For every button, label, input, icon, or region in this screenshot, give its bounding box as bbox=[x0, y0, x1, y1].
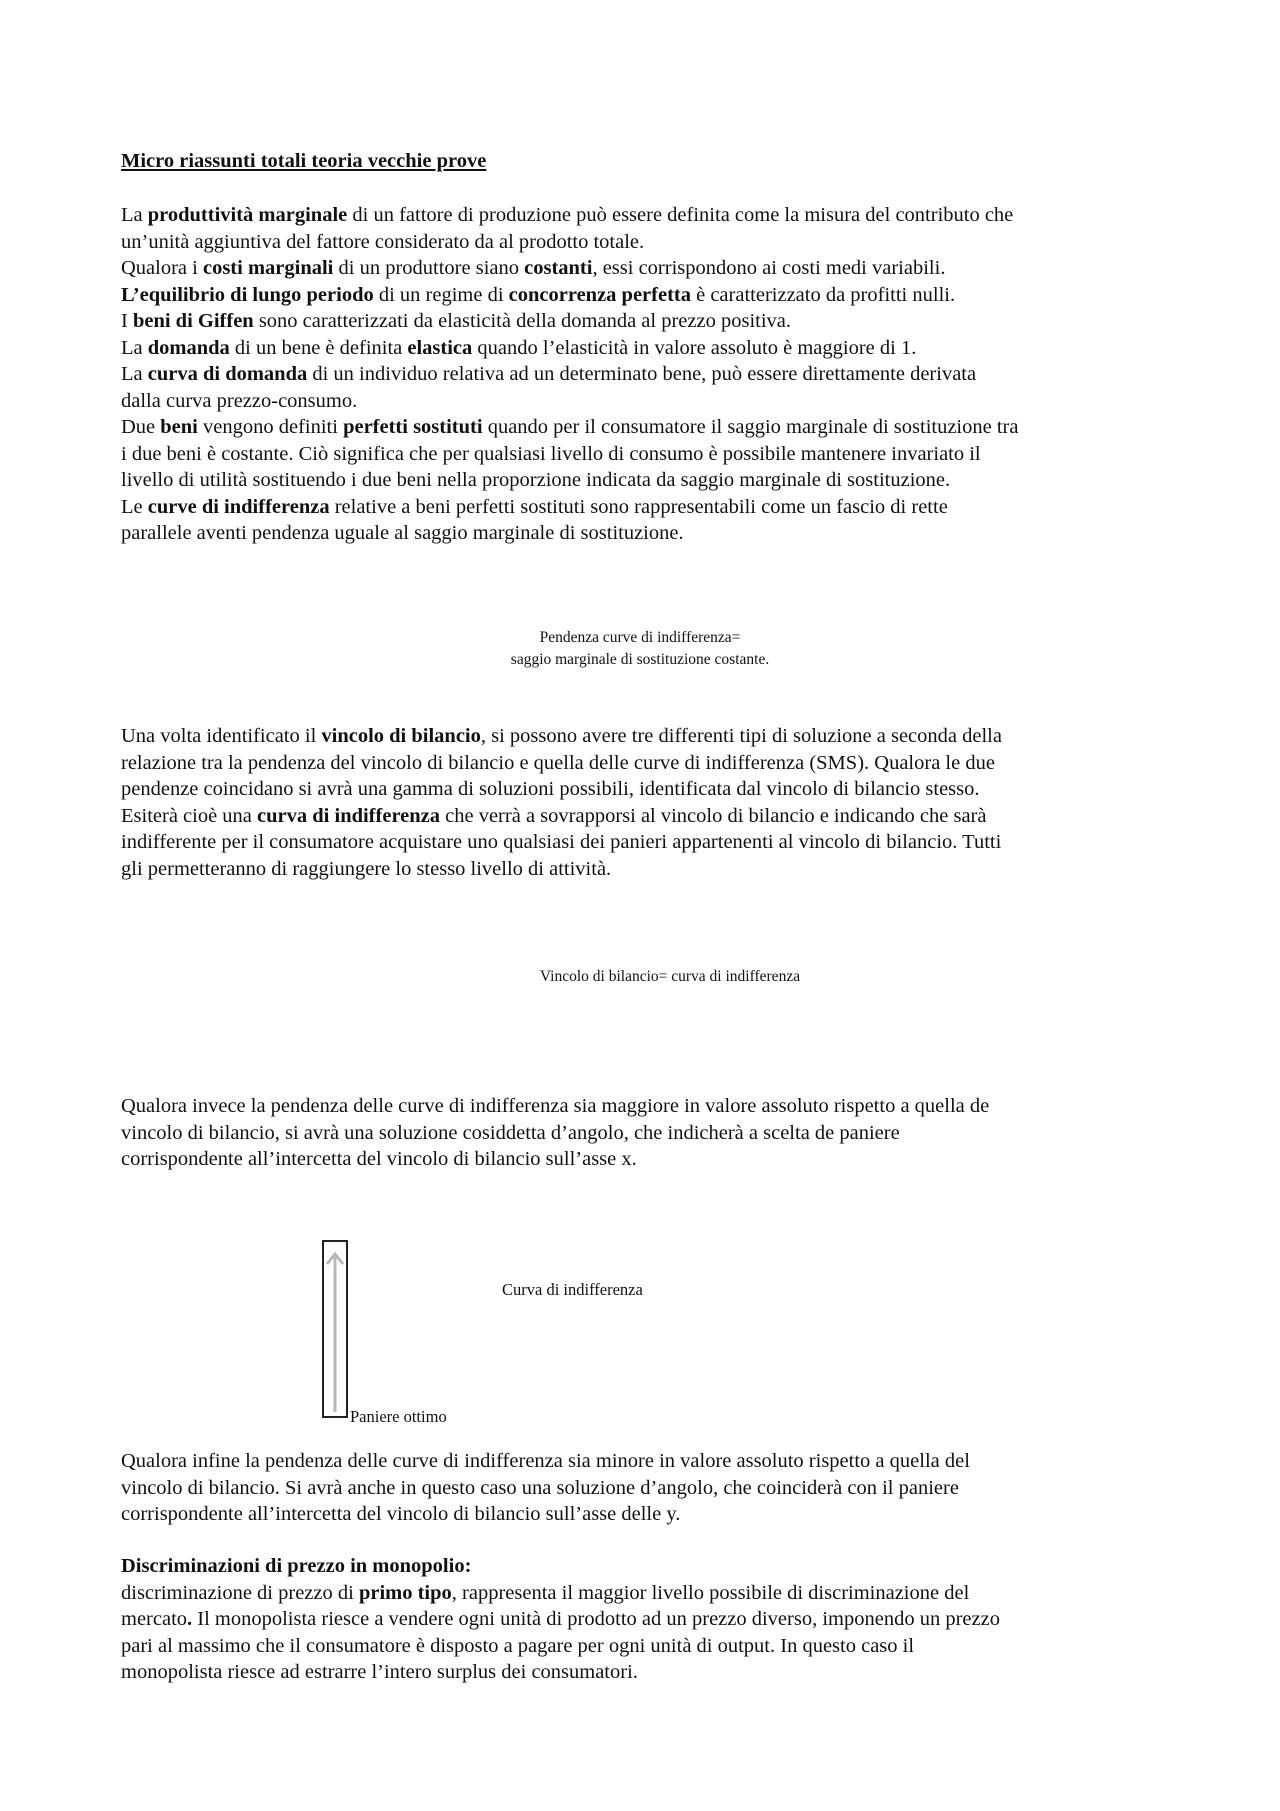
bold-term: L’equilibrio di lungo periodo bbox=[121, 283, 374, 306]
bold-term: elastica bbox=[407, 336, 473, 359]
text-run: Il monopolista riesce a vendere ogni unità di prodotto ad un prezzo diverso, imponendo un prezzo bbox=[192, 1608, 1000, 1630]
text-run: monopolista riesce ad estrarre l’intero surplus dei consumatori. bbox=[121, 1661, 638, 1683]
text-run: dalla curva prezzo-consumo. bbox=[121, 389, 358, 412]
bold-term: primo tipo bbox=[358, 1581, 452, 1604]
text-run: discriminazione di prezzo di bbox=[121, 1581, 359, 1604]
text-line bbox=[121, 1606, 1171, 1633]
text-run: La bbox=[121, 204, 148, 226]
text-run: parallele aventi pendenza uguale al saggio marginale di sostituzione. bbox=[121, 522, 684, 544]
text-run: quando per il consumatore il saggio marginale di sostituzione tra bbox=[482, 416, 1019, 438]
text-line bbox=[121, 255, 1171, 282]
text-line bbox=[121, 1633, 1171, 1660]
text-line bbox=[121, 282, 1171, 309]
text-line bbox=[121, 750, 1171, 777]
bold-term: beni bbox=[160, 416, 198, 438]
text-line bbox=[121, 1448, 1171, 1475]
text-line bbox=[121, 1659, 1171, 1686]
text-line bbox=[121, 1475, 1171, 1502]
text-line bbox=[121, 1120, 1171, 1147]
text-line bbox=[121, 361, 1171, 388]
caption-perfect-substitutes bbox=[440, 627, 840, 671]
text-run: un’unità aggiuntiva del fattore considerato da al prodotto totale. bbox=[121, 230, 645, 253]
text-run: i due beni è costante. Ciò significa che per qualsiasi livello di consumo è possibile mantenere invariato il bbox=[121, 442, 981, 465]
figure-basket-label: Paniere ottimo bbox=[350, 1407, 447, 1426]
text-run: La bbox=[121, 363, 148, 385]
text-run: , essi corrispondono ai costi medi variabili. bbox=[592, 257, 946, 279]
text-run: quando l’elasticità in valore assoluto è maggiore di 1. bbox=[472, 336, 917, 359]
text-run: di un individuo relativa ad un determinato bene, può essere direttamente derivata bbox=[307, 363, 977, 385]
bold-term: concorrenza perfetta bbox=[508, 283, 691, 306]
text-line bbox=[121, 1146, 1171, 1173]
text-line bbox=[121, 414, 1171, 441]
text-line bbox=[121, 723, 1171, 750]
text-run: Qualora i bbox=[121, 257, 203, 279]
text-run: di un regime di bbox=[373, 283, 509, 306]
text-run: vincolo di bilancio. Si avrà anche in questo caso una soluzione d’angolo, che coinciderà con il paniere bbox=[121, 1476, 959, 1499]
text-line bbox=[121, 856, 1171, 883]
section-budget-constraint bbox=[121, 723, 1171, 882]
paragraph-lines bbox=[121, 202, 1171, 547]
text-run: Una volta identificato il bbox=[121, 725, 322, 747]
bold-term: beni di Giffen bbox=[132, 310, 254, 332]
text-run: indifferente per il consumatore acquistare uno qualsiasi dei panieri appartenenti al vincolo di bilancio. Tutti bbox=[121, 831, 1002, 853]
caption-line: Pendenza curve di indifferenza= bbox=[539, 629, 741, 646]
text-run: che verrà a sovrapporsi al vincolo di bilancio e indicando che sarà bbox=[440, 804, 987, 827]
text-line bbox=[121, 229, 1171, 256]
text-run: I bbox=[121, 310, 133, 332]
text-line bbox=[121, 520, 1171, 547]
text-run: corrispondente all’intercetta del vincolo di bilancio sull’asse x. bbox=[121, 1148, 637, 1170]
text-line bbox=[121, 829, 1171, 856]
text-line bbox=[121, 308, 1171, 335]
text-run: livello di utilità sostituendo i due beni nella proporzione indicata da saggio marginale di sostituzione. bbox=[121, 469, 951, 491]
text-run: vengono definiti bbox=[197, 416, 344, 438]
bold-term: curve di indifferenza bbox=[147, 495, 330, 518]
text-line bbox=[121, 388, 1171, 415]
text-run: pendenze coincidano si avrà una gamma di soluzioni possibili, identificata dal vincolo di bilancio stesso. bbox=[121, 778, 980, 800]
bold-term: domanda bbox=[147, 336, 230, 359]
bold-term: produttività marginale bbox=[147, 204, 348, 226]
bold-term: costanti bbox=[524, 257, 593, 279]
text-line bbox=[121, 1580, 1171, 1607]
text-line bbox=[121, 494, 1171, 521]
paragraph-lines bbox=[121, 1093, 1171, 1173]
text-run: di un fattore di produzione può essere definita come la misura del contributo che bbox=[347, 204, 1014, 226]
text-line bbox=[121, 202, 1171, 229]
text-run: , si possono avere tre differenti tipi di soluzione a seconda della bbox=[480, 725, 1002, 747]
bold-term: curva di indifferenza bbox=[257, 804, 441, 827]
caption-line: saggio marginale di sostituzione costante. bbox=[510, 651, 770, 668]
text-run: Qualora invece la pendenza delle curve di indifferenza sia maggiore in valore assoluto rispetto a quella de bbox=[121, 1095, 990, 1117]
bold-term: curva di domanda bbox=[147, 363, 308, 385]
figure-curve-label: Curva di indifferenza bbox=[502, 1280, 643, 1299]
text-line bbox=[121, 1501, 1171, 1528]
text-run: di un bene è definita bbox=[229, 336, 408, 359]
text-run: Esiterà cioè una bbox=[121, 804, 258, 827]
text-run: La bbox=[121, 336, 148, 359]
text-run: Le bbox=[121, 495, 148, 518]
text-line bbox=[121, 1093, 1171, 1120]
text-line bbox=[121, 803, 1171, 830]
text-run: vincolo di bilancio, si avrà una soluzione cosiddetta d’angolo, che indicherà a scelta de paniere bbox=[121, 1121, 900, 1144]
text-run: relazione tra la pendenza del vincolo di bilancio e quella delle curve di indifferenza (SMS). Qualora le due bbox=[121, 751, 995, 774]
bold-term: costi marginali bbox=[202, 257, 334, 279]
text-run: sono caratterizzati da elasticità della domanda al prezzo positiva. bbox=[253, 310, 792, 332]
text-run: Due bbox=[121, 416, 161, 438]
text-run: mercato bbox=[121, 1608, 188, 1630]
text-run: relative a beni perfetti sostituti sono rappresentabili come un fascio di rette bbox=[329, 495, 948, 518]
text-run: pari al massimo che il consumatore è disposto a pagare per ogni unità di output. In questo caso il bbox=[121, 1634, 915, 1657]
text-run: gli permetteranno di raggiungere lo stesso livello di attività. bbox=[121, 857, 612, 880]
section-corner-solution-y bbox=[121, 1448, 1171, 1528]
text-line bbox=[121, 335, 1171, 362]
text-line bbox=[121, 467, 1171, 494]
text-run: Qualora infine la pendenza delle curve di indifferenza sia minore in valore assoluto rispetto a quella del bbox=[121, 1450, 970, 1472]
bold-term: perfetti sostituti bbox=[343, 416, 483, 438]
bold-term: vincolo di bilancio bbox=[321, 725, 481, 747]
paragraph-lines bbox=[121, 1448, 1171, 1528]
text-line bbox=[121, 776, 1171, 803]
section-heading: Discriminazioni di prezzo in monopolio: bbox=[121, 1555, 472, 1577]
section-price-discrimination bbox=[121, 1553, 1171, 1686]
text-run: corrispondente all’intercetta del vincolo di bilancio sull’asse delle y. bbox=[121, 1503, 681, 1525]
caption-budget-equals-curve bbox=[460, 966, 880, 988]
figure-arrow-box bbox=[322, 1240, 348, 1418]
text-line bbox=[121, 441, 1171, 468]
section-corner-solution-x bbox=[121, 1093, 1171, 1173]
up-arrow-icon bbox=[324, 1242, 346, 1416]
bold-term: . bbox=[187, 1608, 193, 1630]
document-title: Micro riassunti totali teoria vecchie prove bbox=[121, 150, 487, 172]
text-run: , rappresenta il maggior livello possibile di discriminazione del bbox=[451, 1581, 970, 1604]
paragraph-lines bbox=[121, 723, 1171, 882]
text-run: di un produttore siano bbox=[333, 257, 525, 279]
section-definitions bbox=[121, 202, 1171, 547]
caption-line: Vincolo di bilancio= curva di indifferenza bbox=[539, 968, 801, 985]
text-run: è caratterizzato da profitti nulli. bbox=[690, 283, 956, 306]
paragraph-lines bbox=[121, 1580, 1171, 1686]
